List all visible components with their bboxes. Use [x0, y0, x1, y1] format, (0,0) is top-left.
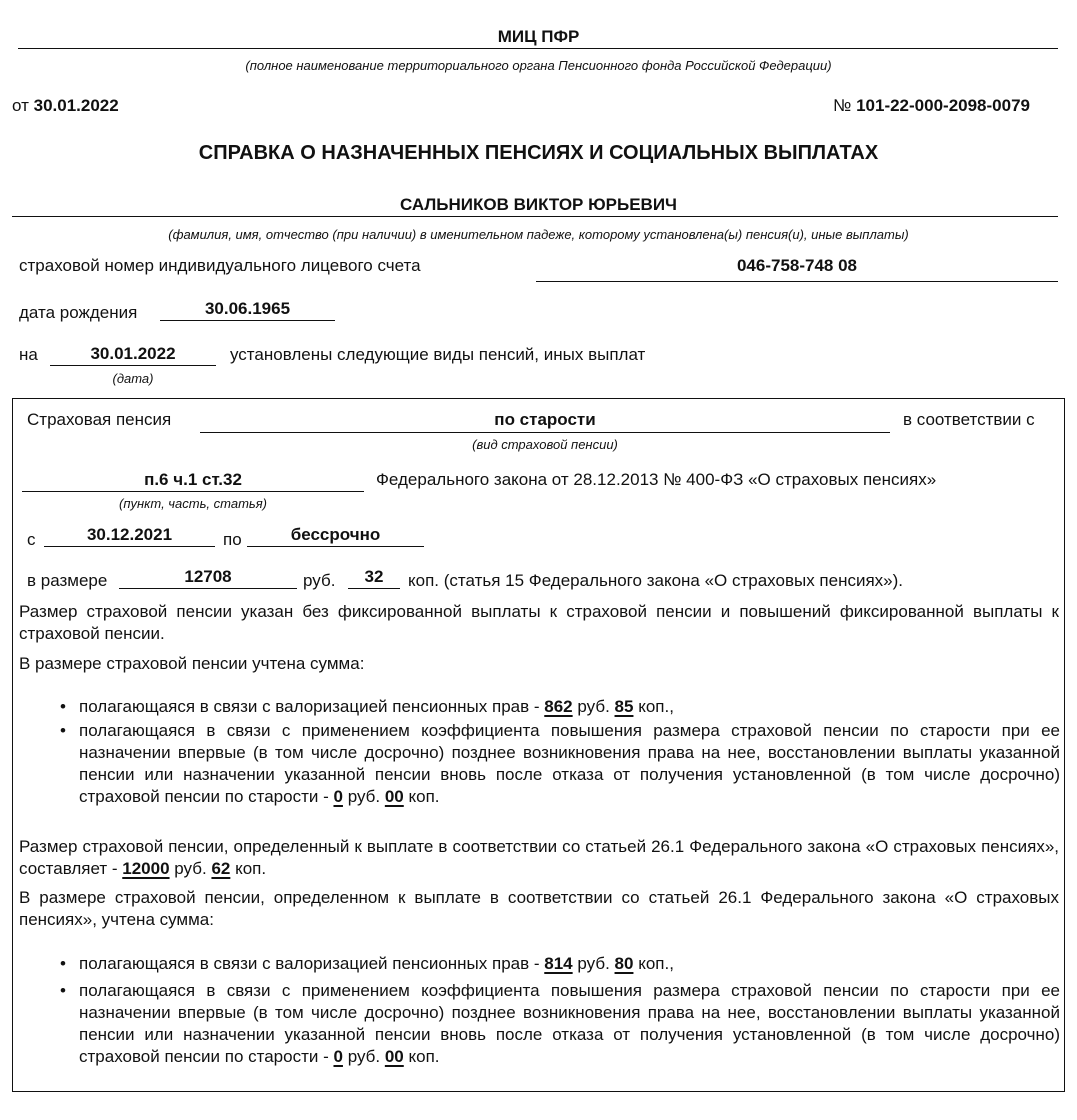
doc-number: 101-22-000-2098-0079	[856, 96, 1030, 115]
amount-tail: коп. (статья 15 Федерального закона «О страховых пенсиях»).	[408, 571, 904, 590]
snils-underline	[536, 281, 1058, 282]
doc-number-row	[833, 96, 1030, 116]
pension-from-underline	[44, 546, 215, 547]
pension-suffix: в соответствии с	[903, 410, 1035, 429]
bullet-text: полагающаяся в связи с валоризацией пенсионных прав -	[79, 697, 540, 716]
to-prefix: по	[223, 530, 242, 549]
amount-kop-underline	[348, 588, 400, 589]
bullet-rub: 0	[333, 1047, 343, 1066]
snils-value: 046-758-748 08	[736, 256, 858, 275]
amount-prefix: в размере	[27, 571, 108, 590]
p3-kop: 62	[211, 859, 231, 878]
date-prefix: от	[12, 96, 29, 115]
paragraph-art-26-1-includes: В размере страховой пенсии, определенном к выплате в соответствии со статьей 26.1 Федерального закона «О страховых пенсиях», учтена сумма:	[19, 888, 1059, 929]
as-of-text: установлены следующие виды пенсий, иных выплат	[230, 345, 646, 364]
person-name-underline	[12, 216, 1058, 217]
as-of-underline	[50, 365, 216, 366]
rub-word: руб.	[577, 954, 610, 973]
birth-date: 30.06.1965	[204, 299, 291, 318]
rub-word: руб.	[174, 859, 207, 878]
bullet-kop: 80	[614, 954, 634, 973]
page-title: СПРАВКА О НАЗНАЧЕННЫХ ПЕНСИЯХ И СОЦИАЛЬНЫХ ВЫПЛАТАХ	[198, 142, 879, 164]
note-without-fixed-payment: Размер страховой пенсии указан без фиксированной выплаты к страховой пенсии и повышений фиксированной выплаты к страховой пенсии.	[19, 602, 1059, 643]
snils-label: страховой номер индивидуального лицевого счета	[19, 256, 421, 275]
org-name: МИЦ ПФР	[497, 27, 580, 46]
as-of-date: 30.01.2022	[90, 344, 176, 363]
bullet-valorization-2	[60, 953, 1060, 975]
pension-to-underline	[247, 546, 424, 547]
pension-article: п.6 ч.1 ст.32	[144, 470, 242, 489]
rub-word: руб.	[577, 697, 610, 716]
kop-word: коп.,	[638, 697, 674, 716]
birth-underline	[160, 320, 335, 321]
p3-text: Размер страховой пенсии, определенный к выплате в соответствии со статьей 26.1 Федерального закона «О страховых пенсиях», составляет -	[19, 837, 1059, 878]
bullet-coefficient-2	[60, 980, 1060, 1068]
pension-kind-underline	[200, 432, 890, 433]
doc-date-row	[12, 96, 119, 116]
org-caption: (полное наименование территориального органа Пенсионного фонда Российской Федерации)	[245, 58, 832, 73]
rub-word: руб.	[347, 787, 381, 806]
bullet-text: полагающаяся в связи с применением коэффициента повышения размера страховой пенсии по старости при ее назначении впервые (в том числе досрочно) позднее возникновения права на нее, восстановлении выплаты указанной пенсии или назначении указанной пенсии вновь после отказа от получения установленной (в том числе досрочно) страховой пенсии по старости -	[79, 721, 1060, 806]
p3-rub: 12000	[122, 859, 170, 878]
pension-from: 30.12.2021	[86, 525, 173, 544]
as-of-prefix: на	[19, 345, 38, 364]
bullet-marker: •	[60, 721, 66, 740]
pension-article-caption: (пункт, часть, статья)	[118, 496, 268, 511]
pension-kind: по старости	[494, 410, 596, 429]
bullet-text: полагающаяся в связи с валоризацией пенсионных прав -	[79, 954, 540, 973]
from-prefix: с	[27, 530, 36, 549]
doc-date: 30.01.2022	[33, 96, 119, 115]
bullet-marker: •	[60, 981, 66, 1000]
bullet-kop: 00	[384, 1047, 404, 1066]
kop-word: коп.	[408, 787, 440, 806]
bullet-kop: 00	[384, 787, 404, 806]
bullet-valorization-1	[60, 696, 1060, 718]
bullet-marker: •	[60, 954, 66, 973]
number-prefix: №	[833, 96, 852, 115]
person-name-caption: (фамилия, имя, отчество (при наличии) в именительном падеже, которому установлена(ы) пенсия(и), иные выплаты)	[168, 227, 909, 242]
amount-rub: 12708	[184, 567, 232, 586]
birth-label: дата рождения	[19, 303, 138, 322]
as-of-caption: (дата)	[112, 371, 154, 386]
org-underline	[18, 48, 1058, 49]
pension-label: Страховая пенсия	[27, 410, 172, 429]
pension-law: Федерального закона от 28.12.2013 № 400-ФЗ «О страховых пенсиях»	[376, 470, 937, 489]
bullet-text: полагающаяся в связи с применением коэффициента повышения размера страховой пенсии по старости при ее назначении впервые (в том числе досрочно) позднее возникновения права на нее, восстановлении выплаты указанной пенсии или назначении указанной пенсии вновь после отказа от получения установленной (в том числе досрочно) страховой пенсии по старости -	[79, 981, 1060, 1066]
pension-to: бессрочно	[290, 525, 381, 544]
kop-word: коп.	[408, 1047, 440, 1066]
person-name: САЛЬНИКОВ ВИКТОР ЮРЬЕВИЧ	[400, 195, 677, 214]
bullet-rub: 814	[544, 954, 573, 973]
kop-word: коп.,	[638, 954, 674, 973]
bullet-marker: •	[60, 697, 66, 716]
pension-article-underline	[22, 491, 364, 492]
bullet-rub: 0	[333, 787, 343, 806]
bullet-rub: 862	[544, 697, 573, 716]
rub-word: руб.	[347, 1047, 381, 1066]
note-includes-sum: В размере страховой пенсии учтена сумма:	[19, 654, 365, 673]
pension-kind-caption: (вид страховой пенсии)	[472, 437, 618, 452]
paragraph-art-26-1-amount	[19, 836, 1059, 880]
amount-rub-underline	[119, 588, 297, 589]
bullet-kop: 85	[614, 697, 634, 716]
amount-rub-label: руб.	[303, 571, 336, 590]
bullet-coefficient-1	[60, 720, 1060, 808]
kop-word: коп.	[235, 859, 267, 878]
amount-kop: 32	[364, 567, 384, 586]
